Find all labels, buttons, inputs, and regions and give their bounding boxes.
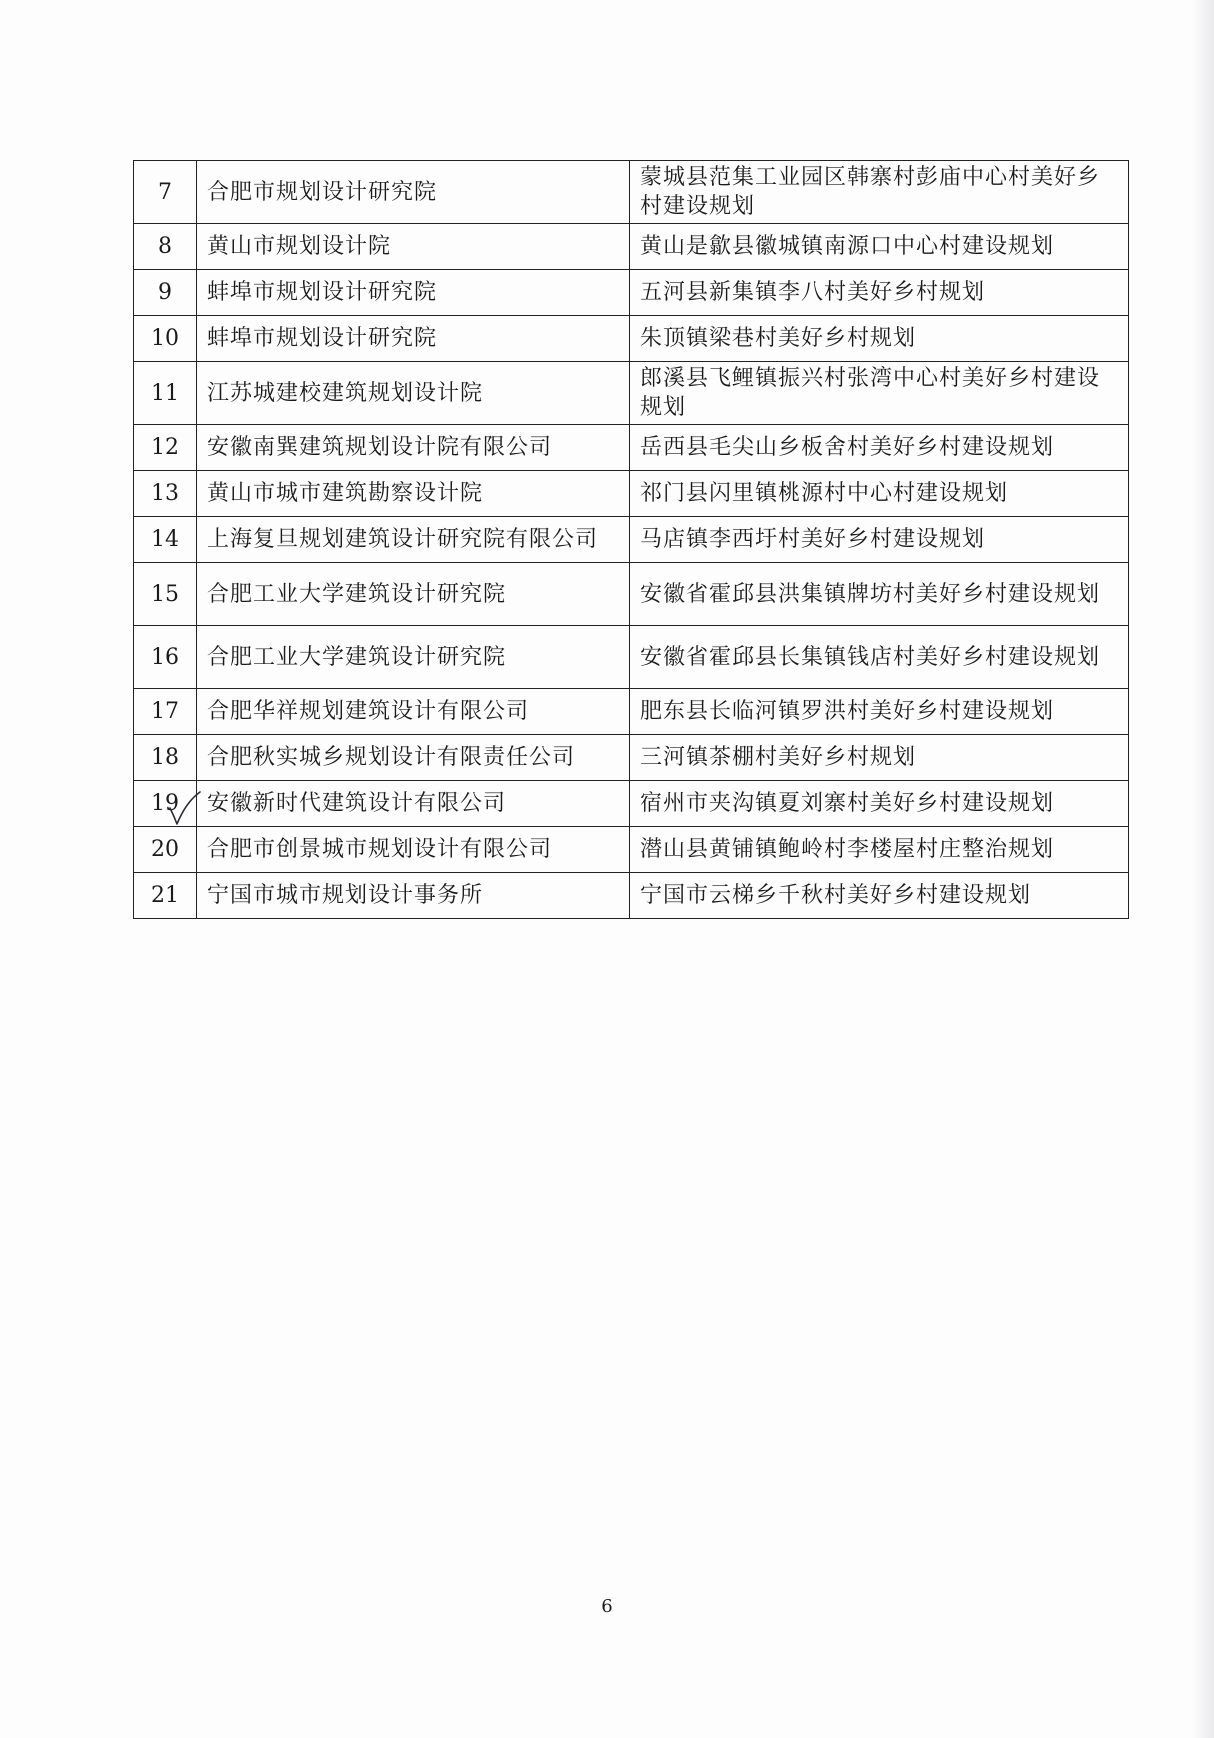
project-name: 五河县新集镇李八村美好乡村规划 [630, 270, 1129, 316]
design-unit: 蚌埠市规划设计研究院 [197, 270, 630, 316]
project-name: 朱顶镇梁巷村美好乡村规划 [630, 316, 1129, 362]
row-number: 13 [134, 471, 197, 517]
table-row [134, 471, 1129, 517]
table-row [134, 781, 1129, 827]
row-number: 18 [134, 735, 197, 781]
scanned-page-edge [1192, 0, 1214, 1738]
design-unit: 黄山市城市建筑勘察设计院 [197, 471, 630, 517]
row-number: 9 [134, 270, 197, 316]
table-row [134, 224, 1129, 270]
table-row [134, 161, 1129, 224]
row-number: 10 [134, 316, 197, 362]
handwritten-check-mark [164, 788, 204, 828]
table-row [134, 316, 1129, 362]
award-list-table [133, 160, 1129, 919]
project-name: 宿州市夹沟镇夏刘寨村美好乡村建设规划 [630, 781, 1129, 827]
row-number: 7 [134, 161, 197, 224]
table-row [134, 735, 1129, 781]
table-row [134, 563, 1129, 626]
row-number: 8 [134, 224, 197, 270]
project-name: 郎溪县飞鲤镇振兴村张湾中心村美好乡村建设规划 [630, 362, 1129, 425]
design-unit: 黄山市规划设计院 [197, 224, 630, 270]
table-row [134, 626, 1129, 689]
project-name: 宁国市云梯乡千秋村美好乡村建设规划 [630, 873, 1129, 919]
project-name: 肥东县长临河镇罗洪村美好乡村建设规划 [630, 689, 1129, 735]
design-unit: 合肥工业大学建筑设计研究院 [197, 626, 630, 689]
row-number: 19 [134, 781, 197, 827]
table-row [134, 689, 1129, 735]
table-row [134, 425, 1129, 471]
project-name: 黄山是歙县徽城镇南源口中心村建设规划 [630, 224, 1129, 270]
design-unit: 蚌埠市规划设计研究院 [197, 316, 630, 362]
project-name: 岳西县毛尖山乡板舍村美好乡村建设规划 [630, 425, 1129, 471]
row-number: 20 [134, 827, 197, 873]
project-name: 祁门县闪里镇桃源村中心村建设规划 [630, 471, 1129, 517]
row-number: 17 [134, 689, 197, 735]
design-unit: 上海复旦规划建筑设计研究院有限公司 [197, 517, 630, 563]
project-name: 安徽省霍邱县洪集镇牌坊村美好乡村建设规划 [630, 563, 1129, 626]
project-name: 蒙城县范集工业园区韩寨村彭庙中心村美好乡村建设规划 [630, 161, 1129, 224]
design-unit: 合肥市规划设计研究院 [197, 161, 630, 224]
row-number: 21 [134, 873, 197, 919]
design-unit: 安徽新时代建筑设计有限公司 [197, 781, 630, 827]
design-unit: 江苏城建校建筑规划设计院 [197, 362, 630, 425]
design-unit: 安徽南巽建筑规划设计院有限公司 [197, 425, 630, 471]
row-number: 14 [134, 517, 197, 563]
design-unit: 合肥工业大学建筑设计研究院 [197, 563, 630, 626]
row-number: 16 [134, 626, 197, 689]
row-number: 15 [134, 563, 197, 626]
design-unit: 合肥华祥规划建筑设计有限公司 [197, 689, 630, 735]
project-name: 马店镇李西圩村美好乡村建设规划 [630, 517, 1129, 563]
table-row [134, 873, 1129, 919]
table-row [134, 362, 1129, 425]
project-name: 潜山县黄铺镇鲍岭村李楼屋村庄整治规划 [630, 827, 1129, 873]
table-row [134, 270, 1129, 316]
table-row [134, 827, 1129, 873]
table-body [134, 161, 1129, 919]
page-number: 6 [601, 1596, 613, 1617]
design-unit: 合肥秋实城乡规划设计有限责任公司 [197, 735, 630, 781]
row-number: 12 [134, 425, 197, 471]
table-row [134, 517, 1129, 563]
design-unit: 宁国市城市规划设计事务所 [197, 873, 630, 919]
row-number: 11 [134, 362, 197, 425]
design-unit: 合肥市创景城市规划设计有限公司 [197, 827, 630, 873]
project-name: 安徽省霍邱县长集镇钱店村美好乡村建设规划 [630, 626, 1129, 689]
project-name: 三河镇茶棚村美好乡村规划 [630, 735, 1129, 781]
